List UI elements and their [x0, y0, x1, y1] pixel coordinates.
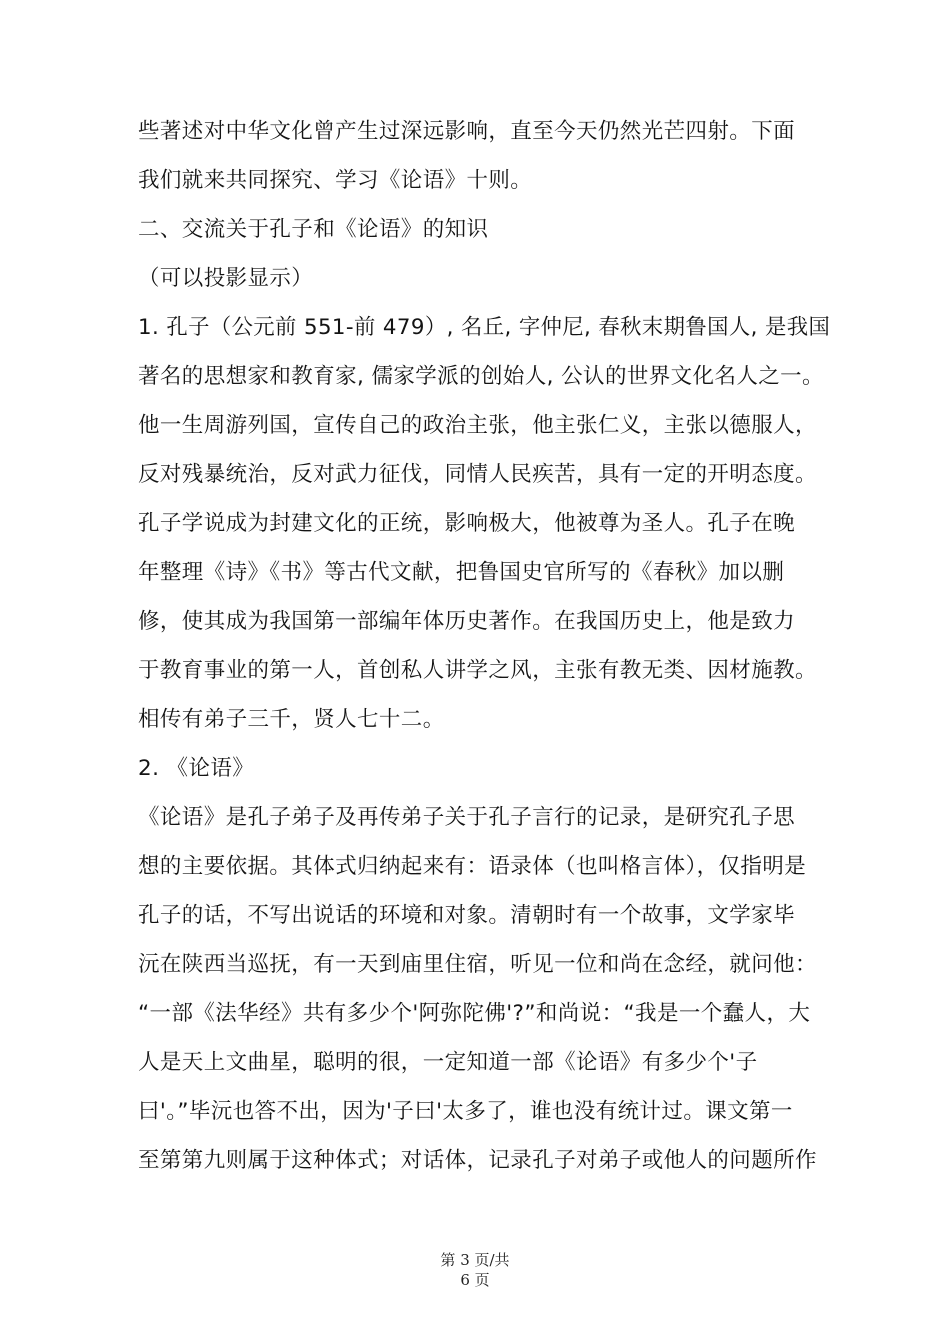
body-text-line: “一部《法华经》共有多少个'阿弥陀佛'?”和尚说：“我是一个蠢人，大 — [138, 1001, 811, 1026]
body-text-line: 相传有弟子三千，贤人七十二。 — [138, 707, 445, 732]
body-text-line: 孔子的话，不写出说话的环境和对象。清朝时有一个故事，文学家毕 — [138, 903, 796, 928]
section-heading: 二、交流关于孔子和《论语》的知识 — [138, 217, 489, 242]
body-text-line: （可以投影显示） — [138, 266, 314, 291]
body-text-line: 曰'。”毕沅也答不出，因为'子曰'太多了，谁也没有统计过。课文第一 — [138, 1099, 793, 1124]
body-text-line: 他一生周游列国，宣传自己的政治主张，他主张仁义，主张以德服人， — [138, 413, 817, 438]
page-number: 第 3 页/共 — [440, 1251, 510, 1269]
body-text-line: 反对残暴统治，反对武力征伐，同情人民疾苦，具有一定的开明态度。 — [138, 462, 817, 487]
body-text-line: 沅在陕西当巡抚，有一天到庙里住宿，听见一位和尚在念经，就问他： — [138, 952, 817, 977]
body-text-line: 我们就来共同探究、学习《论语》十则。 — [138, 168, 533, 193]
body-text-line: 著名的思想家和教育家, 儒家学派的创始人, 公认的世界文化名人之一。 — [138, 364, 824, 389]
body-text-line: 人是天上文曲星，聪明的很，一定知道一部《论语》有多少个'子 — [138, 1050, 758, 1075]
body-text-line: 想的主要依据。其体式归纳起来有：语录体（也叫格言体），仅指明是 — [138, 854, 807, 879]
body-text-line: 1. 孔子（公元前 551-前 479）, 名丘, 字仲尼, 春秋末期鲁国人, 是我国 — [138, 315, 831, 340]
body-text-line: 年整理《诗》《书》等古代文献，把鲁国史官所写的《春秋》加以删 — [138, 560, 785, 585]
body-text-line: 至第第九则属于这种体式；对话体，记录孔子对弟子或他人的问题所作 — [138, 1148, 817, 1173]
subsection-heading: 2. 《论语》 — [138, 756, 255, 781]
body-text-line: 些著述对中华文化曾产生过深远影响，直至今天仍然光芒四射。下面 — [138, 119, 796, 144]
page-total: 6 页 — [460, 1271, 490, 1289]
body-text-line: 《论语》是孔子弟子及再传弟子关于孔子言行的记录，是研究孔子思 — [138, 805, 796, 830]
body-text-line: 于教育事业的第一人，首创私人讲学之风，主张有教无类、因材施教。 — [138, 658, 817, 683]
body-text-line: 孔子学说成为封建文化的正统，影响极大，他被尊为圣人。孔子在晚 — [138, 511, 796, 536]
body-text-line: 修，使其成为我国第一部编年体历史著作。在我国历史上，他是致力 — [138, 609, 796, 634]
